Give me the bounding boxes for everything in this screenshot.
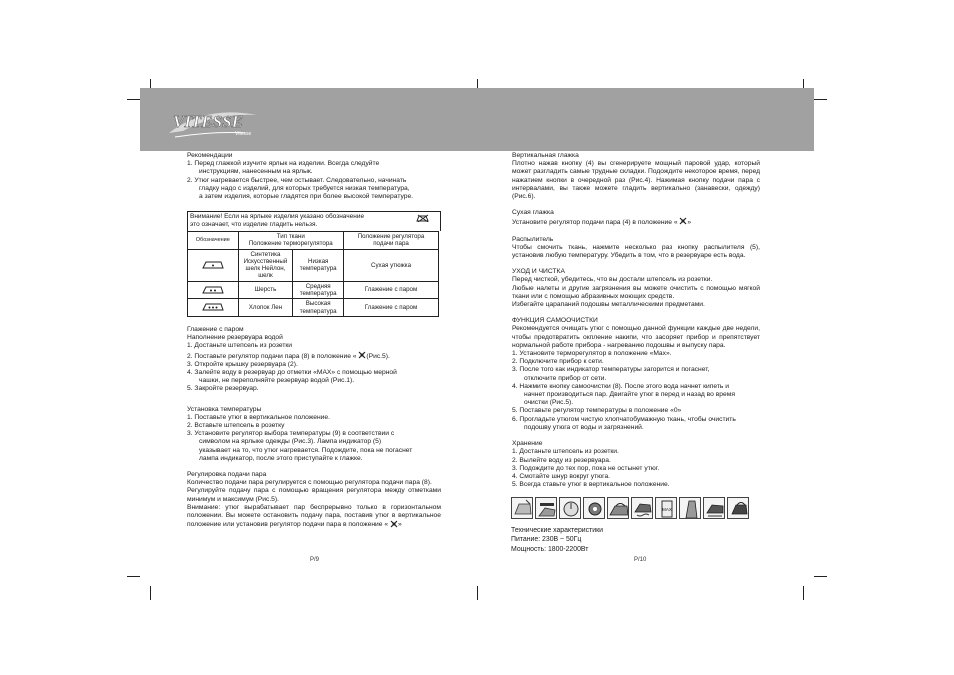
crop-mark [127, 576, 140, 577]
table-header: Обозначение [188, 232, 239, 249]
table-cell: Глажение с паром [344, 299, 439, 317]
list-item: 2. Подключите прибор к сети. [512, 358, 604, 366]
list-item: 4. Смотайте шнур вокруг утюга. [512, 472, 611, 480]
paragraph: Количество подачи пара регулируется с помощью регулятора подачи пара (8). [187, 479, 432, 487]
table-cell: Низкая температура [293, 249, 344, 281]
table-header: Положение регулятора подачи пара [344, 232, 439, 249]
list-item: начнет производиться пар. Двигайте утюг в перед и назад во время [524, 391, 735, 399]
left-column [187, 152, 441, 530]
figure-strip [511, 497, 749, 519]
table-cell: Синтетика Искусственный шелк Нейлон, шелк [238, 249, 293, 281]
list-item: 3. После того как индикатор температуры загорится и погаснет, [512, 366, 710, 374]
paragraph: Любые налеты и другие загрязнения вы можете очистить с помощью мягкой ткани или с помощью абразивных моющих средств. [512, 284, 760, 300]
list-item: 5. Закройте резервуар. [187, 385, 259, 393]
list-item: подошву утюга от воды и загрязнений. [524, 423, 644, 431]
steam-off-icon [390, 520, 398, 528]
section-title: Рекомендации [187, 152, 233, 159]
paragraph: Чтобы смочить ткань, нажмите несколько раз кнопку распылителя (5), установив любую температуру. Убедить в том, что в резервуаре есть вода. [512, 243, 760, 260]
table-cell: Хлопок Лен [238, 299, 293, 317]
table-cell [188, 249, 239, 281]
figure-fill-water [511, 497, 533, 519]
paragraph: Избегайте царапаний подошвы металлическими предметами. [512, 301, 705, 309]
list-item: 1. Перед глажкой изучите ярлык на изделии. Всегда следуйте [187, 160, 380, 168]
paragraph: Рекомендуется очищать утюг с помощью данной функции каждые две недели, чтобы предотвратить окпление накипи, что засоряет прибор и препятствует нормальной работе прибора - нагреванию подошвы и выпуску пара. [512, 325, 760, 349]
paragraph: Внимание: утюг вырабатывает пар беспрерывно только в горизонтальном положении. Вы можете остановить подачу пара, поставив утюг в вертикальное положение или установив регулятор подачи пара в положение « » [187, 503, 441, 529]
subsection-title: Наполнение резервуара водой [187, 334, 283, 342]
figure-iron-vertical [679, 497, 701, 519]
list-item: очистки (Рис.5). [524, 399, 574, 407]
list-item: инструкциям, нанесенным на ярлык. [199, 168, 313, 176]
iron-three-dots-icon [201, 301, 225, 311]
section-title: УХОД И ЧИСТКА [512, 268, 565, 276]
table-cell [188, 281, 239, 298]
list-item: чашки, не переполняйте резервуар водой (Рис.1). [199, 377, 355, 385]
right-column [512, 152, 760, 489]
list-item: гладку надо с изделий, для которых требуется низкая температура, [199, 184, 410, 192]
section-title: Сухая глажка [512, 209, 554, 217]
table-cell: Шерсть [238, 281, 293, 298]
svg-text:MAX: MAX [662, 507, 672, 512]
list-item: 2. Вставьте штепсель в розетку [187, 422, 285, 430]
paragraph: Регулируйте подачу пара с помощью вращения регулятора между отметками минимум и максимум (Рис.5). [187, 487, 441, 503]
spec-power: Питание: 230В ~ 50Гц [511, 536, 582, 544]
list-item: 1. Установите терморегулятор в положение «Max». [512, 350, 672, 358]
list-item: лампа индикатор, после этого приступайте к глажке. [199, 454, 363, 462]
section-title: Глажение с паром [187, 326, 244, 334]
list-item: 5. Поставьте регулятор температуры в положение «0» [512, 407, 682, 415]
brand-logo [165, 103, 265, 143]
spec-watts: Мощность: 1800-2200Вт [511, 545, 589, 553]
logo-text: VITESSE [173, 112, 243, 131]
list-item: 2. Поставьте регулятор подачи пара (8) в положение « (Рис.5). [187, 352, 390, 360]
section-title: Регулировка подачи пара [187, 471, 267, 479]
table-cell: Высокая температура [293, 299, 344, 317]
list-item: 4. Нажмите кнопку самоочистки (8). После этого вода начнет кипеть и [512, 382, 730, 390]
warning-text: Внимание! Если на ярлыке изделия указано обозначение [190, 213, 365, 221]
list-item: символом на ярлыке одежды (Рис.3). Лампа индикатор (5) [199, 438, 382, 446]
list-item: 5. Всегда ставьте утюг в вертикальное положение. [512, 481, 670, 489]
warning-box [187, 211, 441, 231]
ironing-table [187, 231, 439, 317]
crop-mark [150, 586, 151, 600]
table-cell: Сухая утюжка [344, 249, 439, 281]
list-item: 3. Подождите до тех пор, пока не остынет утюг. [512, 464, 660, 472]
iron-one-dot-icon [201, 259, 225, 269]
paragraph: Установите регулятор подачи пара (4) в положение « » [512, 219, 692, 227]
website-url: www.vitesse.ru [875, 122, 926, 131]
crop-mark [127, 99, 140, 100]
paragraph: Плотно нажав кнопку (4) вы сгенерируете мощный паровой удар, который может разгладить самые трудные складки. Подождите некоторое время, перед нажатием кнопки в очередной раз (Рис.4). Нажимая кнопку подачи пара с интервалами, вы также можете гладить вертикально (занавески, одежду) (Рис.6). [512, 160, 760, 201]
list-item: 6. Прогладьте утюгом чистую хлопчатобумажную ткань, чтобы очистить [512, 415, 736, 423]
list-item: 2. Вылейте воду из резервуара. [512, 456, 611, 464]
section-title: Установка температуры [187, 405, 262, 413]
list-item: 4. Залейте воду в резервуар до отметки «MAX» с помощью мерной [187, 369, 397, 377]
no-iron-icon [416, 214, 430, 222]
section-title: Распылитель [512, 235, 554, 243]
section-title: Хранение [512, 440, 543, 448]
table-cell: Глажение с паром [344, 281, 439, 298]
crop-mark [477, 586, 478, 600]
list-item: указывает на то, что утюг нагревается. Подождите, пока не погаснет [199, 446, 413, 454]
list-item: 1. Поставьте утюг в вертикальное положение. [187, 413, 330, 421]
section-title: Вертикальная глажка [512, 152, 579, 159]
section-title: Технические характеристики [511, 527, 603, 534]
figure-iron-clean [703, 497, 725, 519]
list-item: 1. Достаньте штепсель из розетки [187, 342, 293, 350]
figure-plug [535, 497, 557, 519]
table-header: Тип ткани Положение терморегулятора [238, 232, 343, 249]
figure-max-cup [655, 497, 677, 519]
list-item: 3. Установите регулятор выбора температуры (9) в соответствии с [187, 430, 395, 438]
figure-steam-knob [583, 497, 605, 519]
section-title: ФУНКЦИЯ САМООЧИСТКИ [512, 317, 598, 325]
logo-subtext: Vitesse [235, 131, 252, 137]
figure-iron-side [607, 497, 629, 519]
list-item: отключите прибор от сети. [524, 374, 607, 382]
crop-mark [814, 576, 827, 577]
list-item: 3. Откройте крышку резервуара (2). [187, 360, 298, 368]
specifications [511, 526, 603, 554]
list-item: 1. Достаньте штепсель из розетки. [512, 448, 619, 456]
list-item: 2. Утюг нагревается быстрее, чем остывает. Следовательно, начинать [187, 176, 407, 184]
page-number: P/9 [310, 557, 320, 563]
table-cell [188, 299, 239, 317]
figure-iron-steam [631, 497, 653, 519]
list-item: а затем изделия, которые гладятся при более высокой температуре. [199, 193, 414, 201]
page-number: P/10 [634, 557, 647, 563]
figure-iron-store [727, 497, 749, 519]
crop-mark [814, 99, 827, 100]
iron-two-dots-icon [201, 284, 225, 294]
paragraph: Перед чисткой, убедитесь, что вы достали штепсель из розетки. [512, 276, 713, 284]
table-cell: Средняя температура [293, 281, 344, 298]
crop-mark [803, 586, 804, 600]
figure-dial [559, 497, 581, 519]
warning-text: это означает, что изделие гладить нельзя. [190, 221, 318, 229]
